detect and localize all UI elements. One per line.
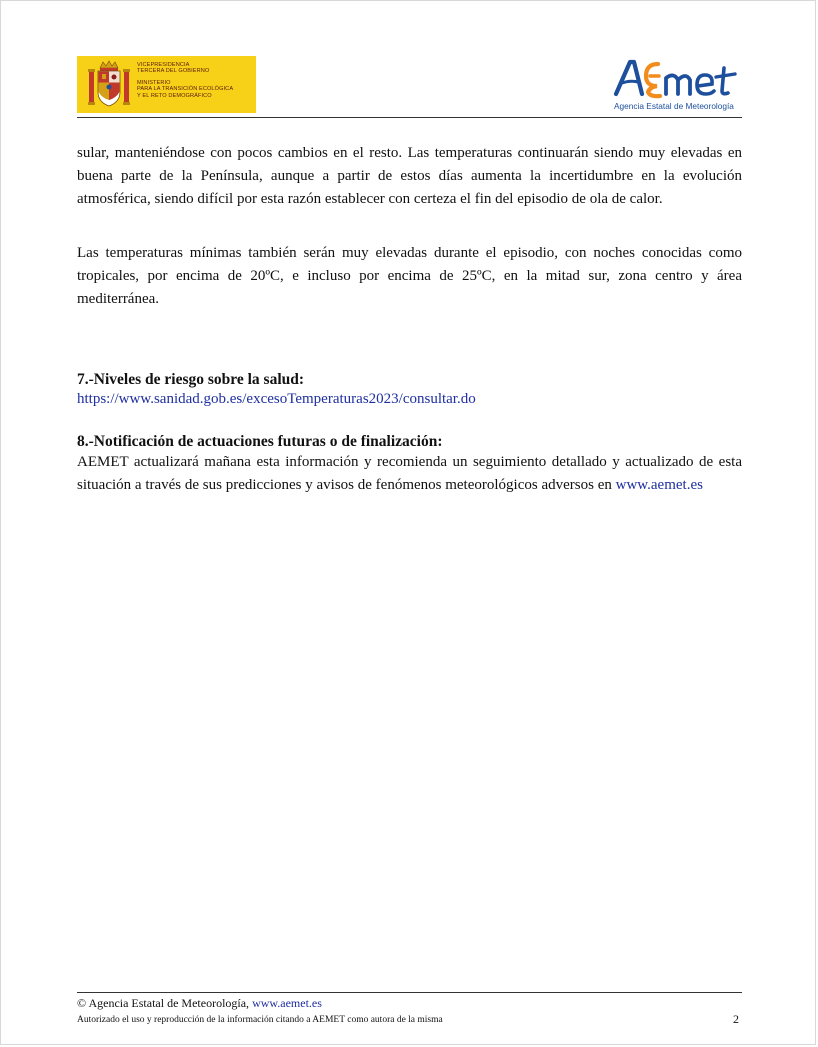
gov-line-5: Y EL RETO DEMOGRÁFICO (137, 92, 212, 99)
gov-line-3: MINISTERIO (137, 79, 171, 86)
aemet-wordmark-icon (612, 56, 742, 100)
gov-line-4: PARA LA TRANSICIÓN ECOLÓGICA (137, 86, 234, 93)
spain-coat-of-arms-icon (87, 60, 131, 110)
health-risk-link[interactable]: https://www.sanidad.gob.es/excesoTemperaturas2023/consultar.do (77, 391, 476, 407)
government-logo (77, 56, 256, 113)
footer-aemet-link[interactable]: www.aemet.es (252, 996, 322, 1010)
aemet-logo (612, 56, 742, 114)
aemet-website-link[interactable]: www.aemet.es (615, 477, 703, 493)
footer-authorization-note: Autorizado el uso y reproducción de la información citando a AEMET como autora de la misma (77, 1015, 443, 1025)
section-7-heading: 7.-Niveles de riesgo sobre la salud: (77, 371, 305, 388)
paragraph-1: sular, manteniéndose con pocos cambios en el resto. Las temperaturas continuarán siendo muy elevadas en buena parte de la Península, aunque a partir de estos días aumenta la incertidumbre en la evolución atmosférica, siendo difícil por esta razón establecer con certeza el fin del episodio de ola de calor. (77, 145, 742, 207)
aemet-tagline: Agencia Estatal de Meteorología (614, 101, 734, 111)
paragraph-3 (77, 451, 742, 497)
paragraph-2: Las temperaturas mínimas también serán muy elevadas durante el episodio, con noches conocidas como tropicales, por encima de 20ºC, e incluso por encima de 25ºC, en la mitad sur, zona centro y área mediterránea. (77, 245, 742, 307)
section-8-heading: 8.-Notificación de actuaciones futuras o de finalización: (77, 433, 443, 450)
page-number: 2 (733, 1012, 739, 1026)
footer-divider (77, 992, 742, 993)
government-logo-text (137, 62, 233, 99)
copyright-text: © Agencia Estatal de Meteorología, (77, 996, 250, 1010)
gov-line-2: TERCERA DEL GOBIERNO (137, 68, 210, 75)
footer-copyright (77, 995, 322, 1011)
header-divider (77, 117, 742, 118)
section-8-text: AEMET actualizará mañana esta información y recomienda un seguimiento detallado y actualizado de esta situación a través de sus predicciones y avisos de fenómenos meteorológicos adversos en (77, 454, 742, 493)
gov-line-1: VICEPRESIDENCIA (137, 62, 190, 68)
